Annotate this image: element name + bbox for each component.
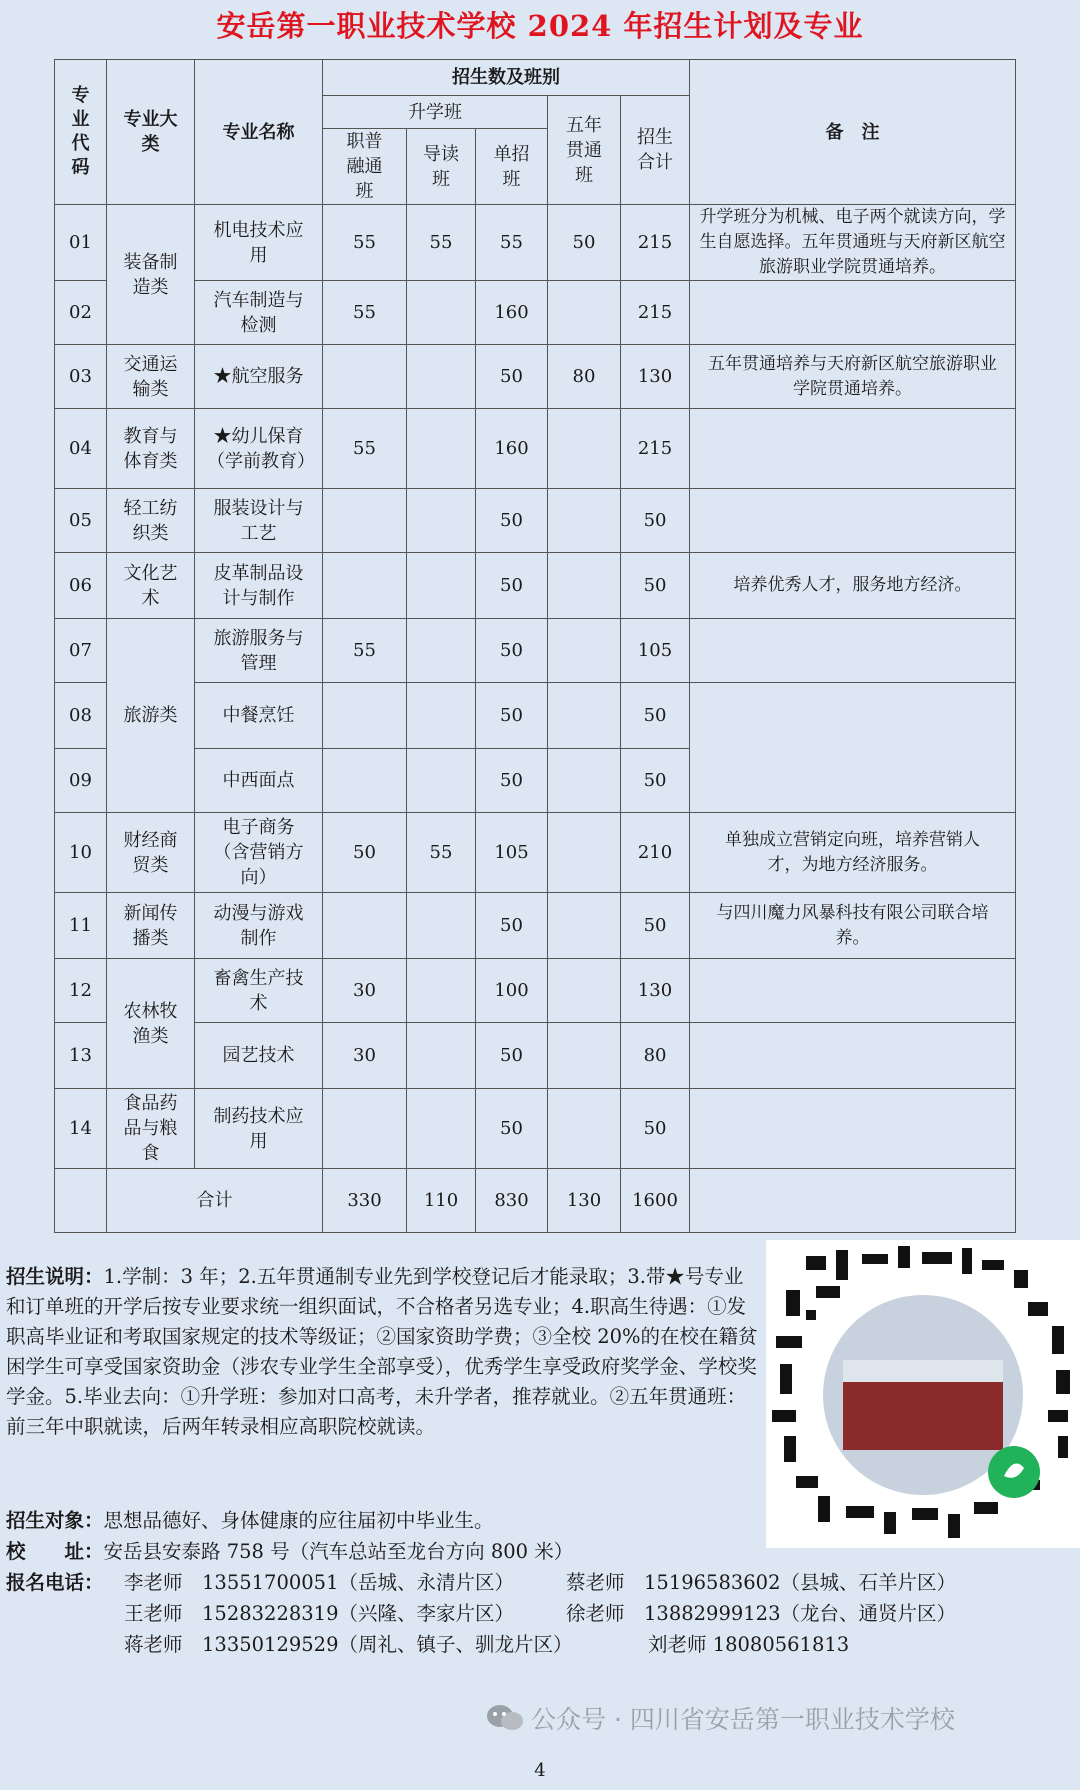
table-cell-total: 80 xyxy=(621,1023,690,1089)
table-cell-daodu xyxy=(407,619,476,683)
wechat-account-name: 公众号 · 四川省安岳第一职业技术学校 xyxy=(531,1705,955,1734)
table-cell-danzhao: 50 xyxy=(476,749,548,813)
contact-item: 徐老师 13882999123（龙台、通贤片区） xyxy=(566,1602,956,1625)
sum-label: 合计 xyxy=(107,1169,323,1233)
table-cell-danzhao: 100 xyxy=(476,959,548,1023)
table-cell-zhipu xyxy=(323,345,407,409)
table-cell-danzhao: 50 xyxy=(476,1089,548,1169)
table-cell-daodu xyxy=(407,489,476,553)
enrollment-table xyxy=(54,59,1016,1233)
table-cell-wunian xyxy=(548,813,621,893)
notes-text: 1.学制：3 年；2.五年贯通制专业先到学校登记后才能录取；3.带★号专业和订单班的开学后按专业要求统一组织面试，不合格者另选专业；4.职高生待遇：①发职高毕业证和考取国家规定的技术等级证；②国家资助学费；③全校 20%的在校在籍贫困学生可享受国家资助金（涉农专业学生全部享受），优秀学生享受政府奖学金、学校奖学金。5.毕业去向：①升学班：参加对口高考，未升学者，推荐就业。②五年贯通班：前三年中职就读，后两年转录相应高职院校就读。 xyxy=(6,1265,758,1438)
table-cell-danzhao: 50 xyxy=(476,489,548,553)
table-cell-code: 02 xyxy=(55,281,107,345)
table-cell-total: 50 xyxy=(621,893,690,959)
table-cell-danzhao: 50 xyxy=(476,553,548,619)
table-cell-total: 130 xyxy=(621,959,690,1023)
table-cell-remark xyxy=(690,1089,1016,1169)
table-cell-total: 50 xyxy=(621,489,690,553)
table-cell-category: 教育与体育类 xyxy=(107,409,195,489)
miniprogram-qr-code[interactable] xyxy=(766,1240,1080,1548)
table-cell-remark: 升学班分为机械、电子两个就读方向，学生自愿选择。五年贯通班与天府新区航空旅游职业学院贯通培养。 xyxy=(690,205,1016,281)
table-cell-category: 轻工纺织类 xyxy=(107,489,195,553)
target-line xyxy=(6,1506,494,1536)
address-text: 安岳县安泰路 758 号（汽车总站至龙台方向 800 米） xyxy=(103,1540,574,1563)
page-number: 4 xyxy=(534,1760,546,1781)
table-cell-code: 10 xyxy=(55,813,107,893)
header-category: 专业大类 xyxy=(107,60,195,205)
table-cell-danzhao: 160 xyxy=(476,409,548,489)
table-cell-remark xyxy=(690,683,1016,813)
table-cell-remark xyxy=(690,1169,1016,1233)
table-cell-category: 新闻传播类 xyxy=(107,893,195,959)
header-code: 专业代码 xyxy=(55,60,107,205)
table-cell-danzhao: 50 xyxy=(476,619,548,683)
table-cell-danzhao: 160 xyxy=(476,281,548,345)
wechat-account xyxy=(485,1700,1045,1739)
table-cell-category: 交通运输类 xyxy=(107,345,195,409)
enrollment-notes xyxy=(6,1262,758,1442)
table-cell-major: 服装设计与工艺 xyxy=(195,489,323,553)
table-cell-zhipu: 50 xyxy=(323,813,407,893)
table-cell-major: 汽车制造与检测 xyxy=(195,281,323,345)
table-cell-code: 01 xyxy=(55,205,107,281)
contact-item: 刘老师 18080561813 xyxy=(648,1633,850,1656)
table-cell-daodu xyxy=(407,959,476,1023)
table-cell-total: 210 xyxy=(621,813,690,893)
table-cell-category: 文化艺术 xyxy=(107,553,195,619)
table-cell-danzhao: 50 xyxy=(476,1023,548,1089)
address-line xyxy=(6,1537,573,1567)
table-cell-zhipu: 30 xyxy=(323,1023,407,1089)
contact-item: 蒋老师 13350129529（周礼、镇子、驯龙片区） xyxy=(124,1633,573,1656)
table-cell-total: 215 xyxy=(621,205,690,281)
table-cell-remark: 单独成立营销定向班，培养营销人才，为地方经济服务。 xyxy=(690,813,1016,893)
address-label: 校 址： xyxy=(6,1540,104,1563)
table-cell-daodu xyxy=(407,1089,476,1169)
table-cell-major: 中西面点 xyxy=(195,749,323,813)
table-cell-major: 旅游服务与管理 xyxy=(195,619,323,683)
table-cell-total: 130 xyxy=(621,345,690,409)
table-cell-zhipu: 55 xyxy=(323,409,407,489)
table-cell-wunian: 50 xyxy=(548,205,621,281)
table-cell-total: 50 xyxy=(621,553,690,619)
table-cell-total: 215 xyxy=(621,281,690,345)
header-danzhao: 单招班 xyxy=(476,129,548,205)
table-cell-total: 50 xyxy=(621,749,690,813)
contact-item: 王老师 15283228319（兴隆、李家片区） xyxy=(124,1602,514,1625)
table-cell-remark: 五年贯通培养与天府新区航空旅游职业学院贯通培养。 xyxy=(690,345,1016,409)
table-cell-zhipu: 55 xyxy=(323,281,407,345)
sum-daodu: 110 xyxy=(407,1169,476,1233)
table-cell-daodu xyxy=(407,553,476,619)
sum-total: 1600 xyxy=(621,1169,690,1233)
table-cell-major: 中餐烹饪 xyxy=(195,683,323,749)
table-cell-remark xyxy=(690,1023,1016,1089)
table-cell-major: 机电技术应用 xyxy=(195,205,323,281)
table-cell-wunian xyxy=(548,893,621,959)
table-cell-zhipu xyxy=(323,489,407,553)
table-cell-daodu: 55 xyxy=(407,205,476,281)
table-cell-category: 装备制造类 xyxy=(107,205,195,345)
table-cell-remark xyxy=(690,959,1016,1023)
header-major: 专业名称 xyxy=(195,60,323,205)
table-cell-zhipu xyxy=(323,749,407,813)
sum-zhipu: 330 xyxy=(323,1169,407,1233)
table-cell-wunian xyxy=(548,409,621,489)
table-cell-category: 食品药品与粮食 xyxy=(107,1089,195,1169)
sum-danzhao: 830 xyxy=(476,1169,548,1233)
page-title: 安岳第一职业技术学校 2024 年招生计划及专业 xyxy=(216,9,864,43)
table-cell-zhipu xyxy=(323,553,407,619)
table-cell-danzhao: 55 xyxy=(476,205,548,281)
table-cell-total: 50 xyxy=(621,1089,690,1169)
header-shengxue: 升学班 xyxy=(323,96,548,129)
header-wunian: 五年贯通班 xyxy=(548,96,621,205)
table-cell-wunian xyxy=(548,1023,621,1089)
phones-line xyxy=(6,1568,104,1598)
table-cell-zhipu xyxy=(323,893,407,959)
header-enroll-group: 招生数及班别 xyxy=(323,60,690,96)
table-cell-code: 09 xyxy=(55,749,107,813)
table-cell-code: 12 xyxy=(55,959,107,1023)
table-cell-wunian xyxy=(548,683,621,749)
table-cell-zhipu xyxy=(323,683,407,749)
header-remarks: 备 注 xyxy=(690,60,1016,205)
table-cell-code: 06 xyxy=(55,553,107,619)
table-cell-daodu xyxy=(407,1023,476,1089)
table-cell-zhipu: 55 xyxy=(323,205,407,281)
table-cell-remark: 与四川魔力风暴科技有限公司联合培养。 xyxy=(690,893,1016,959)
table-cell-daodu xyxy=(407,409,476,489)
wechat-icon xyxy=(485,1703,525,1739)
qr-code-icon xyxy=(766,1240,1080,1548)
table-cell-daodu xyxy=(407,749,476,813)
table-cell-wunian xyxy=(548,749,621,813)
table-cell-total: 105 xyxy=(621,619,690,683)
table-cell-category: 旅游类 xyxy=(107,619,195,813)
table-cell-danzhao: 50 xyxy=(476,345,548,409)
contact-item: 李老师 13551700051（岳城、永清片区） xyxy=(124,1571,514,1594)
header-daodu: 导读班 xyxy=(407,129,476,205)
table-cell-daodu xyxy=(407,893,476,959)
table-cell-major: 电子商务（含营销方向） xyxy=(195,813,323,893)
table-cell-wunian: 80 xyxy=(548,345,621,409)
table-cell-category: 财经商贸类 xyxy=(107,813,195,893)
table-cell-daodu xyxy=(407,683,476,749)
table-cell-code: 03 xyxy=(55,345,107,409)
table-cell-wunian xyxy=(548,619,621,683)
table-cell-category: 农林牧渔类 xyxy=(107,959,195,1089)
table-cell-zhipu: 55 xyxy=(323,619,407,683)
table-cell-code: 05 xyxy=(55,489,107,553)
table-cell-daodu xyxy=(407,281,476,345)
notes-label: 招生说明： xyxy=(6,1265,104,1288)
table-cell-zhipu: 30 xyxy=(323,959,407,1023)
table-cell-daodu xyxy=(407,345,476,409)
header-zhipu: 职普融通班 xyxy=(323,129,407,205)
table-cell-code xyxy=(55,1169,107,1233)
phones-label: 报名电话： xyxy=(6,1571,104,1594)
table-cell-danzhao: 105 xyxy=(476,813,548,893)
table-cell-remark xyxy=(690,281,1016,345)
table-cell-danzhao: 50 xyxy=(476,683,548,749)
table-cell-wunian xyxy=(548,1089,621,1169)
header-total: 招生合计 xyxy=(621,96,690,205)
table-cell-code: 07 xyxy=(55,619,107,683)
contact-item: 蔡老师 15196583602（县城、石羊片区） xyxy=(566,1571,956,1594)
table-cell-code: 04 xyxy=(55,409,107,489)
table-cell-code: 08 xyxy=(55,683,107,749)
sum-wunian: 130 xyxy=(548,1169,621,1233)
table-cell-daodu: 55 xyxy=(407,813,476,893)
table-cell-remark xyxy=(690,409,1016,489)
table-cell-code: 11 xyxy=(55,893,107,959)
table-cell-major: 园艺技术 xyxy=(195,1023,323,1089)
table-cell-remark xyxy=(690,619,1016,683)
table-cell-major: 制药技术应用 xyxy=(195,1089,323,1169)
table-cell-major: 动漫与游戏制作 xyxy=(195,893,323,959)
target-label: 招生对象： xyxy=(6,1509,104,1532)
table-cell-danzhao: 50 xyxy=(476,893,548,959)
table-cell-major: 畜禽生产技术 xyxy=(195,959,323,1023)
table-cell-code: 13 xyxy=(55,1023,107,1089)
table-cell-major: 皮革制品设计与制作 xyxy=(195,553,323,619)
table-cell-wunian xyxy=(548,553,621,619)
table-cell-remark xyxy=(690,489,1016,553)
table-cell-zhipu xyxy=(323,1089,407,1169)
table-cell-wunian xyxy=(548,959,621,1023)
table-cell-wunian xyxy=(548,489,621,553)
target-text: 思想品德好、身体健康的应往届初中毕业生。 xyxy=(103,1509,494,1532)
table-cell-remark: 培养优秀人才，服务地方经济。 xyxy=(690,553,1016,619)
table-cell-total: 50 xyxy=(621,683,690,749)
table-cell-total: 215 xyxy=(621,409,690,489)
table-cell-code: 14 xyxy=(55,1089,107,1169)
table-cell-major: ★航空服务 xyxy=(195,345,323,409)
table-cell-major: ★幼儿保育（学前教育） xyxy=(195,409,323,489)
table-cell-wunian xyxy=(548,281,621,345)
